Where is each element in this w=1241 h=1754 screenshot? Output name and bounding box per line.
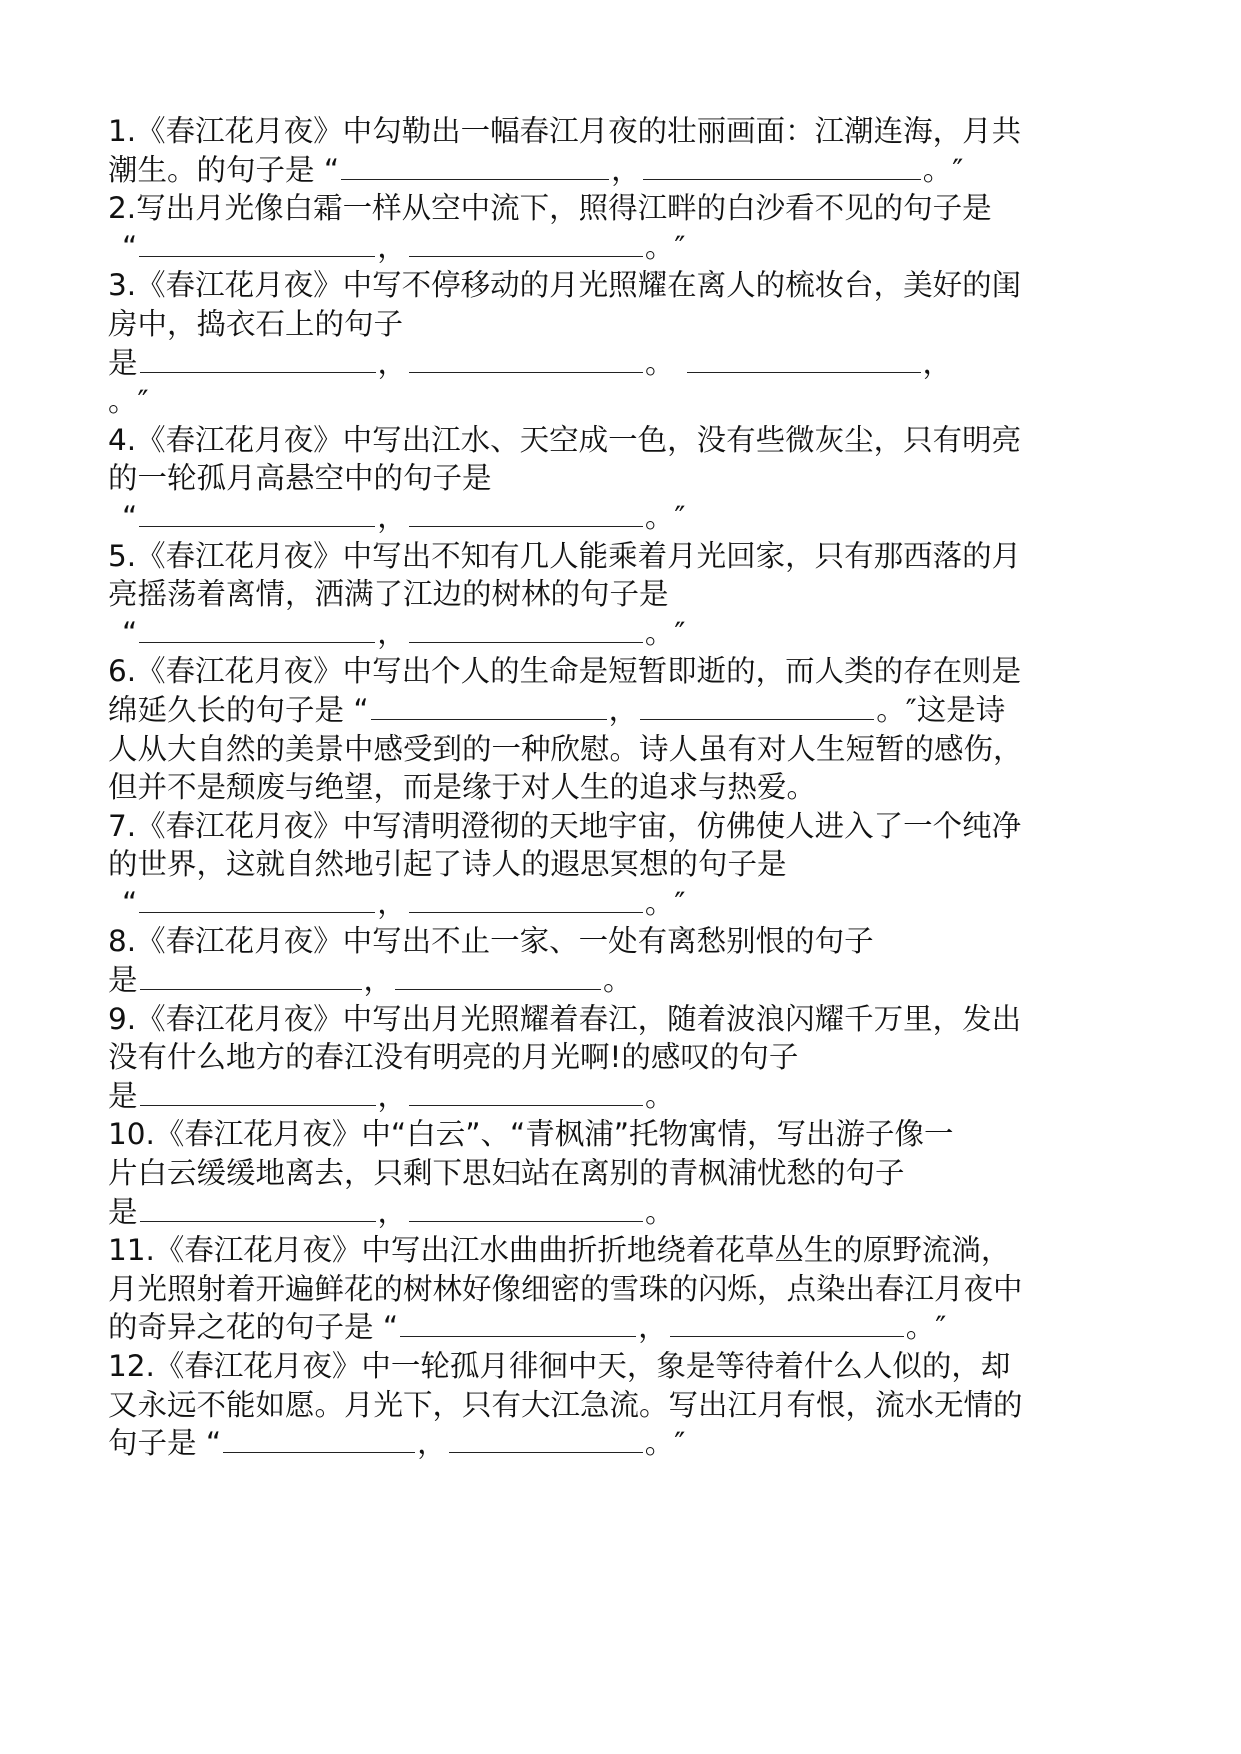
q3-comma-1: ， <box>377 345 408 380</box>
q11-text-2: 月光照射着开遍鲜花的树林好像细密的雪珠的闪烁，点染出春江月夜中 <box>108 1271 1023 1306</box>
q8-comma: ， <box>363 963 394 998</box>
q9-text-3: 是 <box>108 1078 138 1113</box>
q8-period: 。 <box>603 963 633 998</box>
q11-blank-1[interactable] <box>400 1314 636 1337</box>
q3-line3 <box>108 344 1148 383</box>
q1-line1 <box>108 112 1148 151</box>
q4-blank-2[interactable] <box>409 504 643 527</box>
q2-end: 。″ <box>644 229 686 264</box>
q10-text-1: 10.《春江花月夜》中“白云”、“青枫浦”托物寓情，写出游子像一 <box>108 1117 954 1152</box>
q7-blank-2[interactable] <box>409 890 643 913</box>
q8-line2 <box>108 961 1148 1000</box>
q3-comma-2: ， <box>922 345 953 380</box>
q2-open-quote: “ <box>122 229 138 264</box>
document-page <box>108 112 1148 1463</box>
q8-blank-2[interactable] <box>395 967 601 990</box>
q9-period: 。 <box>645 1078 675 1113</box>
q4-line3 <box>108 498 1148 537</box>
q7-text-1: 7.《春江花月夜》中写清明澄彻的天地宇宙，仿佛使人进入了一个纯净 <box>108 808 1022 843</box>
q11-blank-2[interactable] <box>670 1314 904 1337</box>
q1-blank-1[interactable] <box>341 157 609 180</box>
q10-line2 <box>108 1154 1148 1193</box>
q4-text-2: 的一轮孤月高悬空中的句子是 <box>108 461 492 496</box>
q6-comma: ， <box>608 692 639 727</box>
q3-period-1: 。 <box>645 345 675 380</box>
q5-comma: ， <box>377 615 407 650</box>
q9-text-1: 9.《春江花月夜》中写出月光照耀着春江，随着波浪闪耀千万里，发出 <box>108 1001 1022 1036</box>
q12-text-2: 又永远不能如愿。月光下，只有大江急流。写出江月有恨，流水无情的 <box>108 1387 1023 1422</box>
q1-text-2: 潮生。的句子是 “ <box>108 152 340 187</box>
q9-text-2: 没有什么地方的春江没有明亮的月光啊!的感叹的句子 <box>108 1040 799 1075</box>
q11-end: 。″ <box>905 1310 947 1345</box>
q12-blank-1[interactable] <box>223 1430 415 1453</box>
q12-text-3: 句子是 “ <box>108 1426 222 1461</box>
q3-blank-1[interactable] <box>140 350 376 373</box>
q11-line2 <box>108 1270 1148 1309</box>
q1-text-1: 1.《春江花月夜》中勾勒出一幅春江月夜的壮丽画面：江潮连海，月共 <box>108 114 1022 148</box>
q6-line3 <box>108 730 1148 769</box>
q4-blank-1[interactable] <box>139 504 375 527</box>
q11-line1 <box>108 1231 1148 1270</box>
q11-comma: ， <box>638 1310 668 1345</box>
q5-open-quote: “ <box>122 615 138 650</box>
q10-text-3: 是 <box>108 1194 138 1229</box>
q3-line2 <box>108 305 1148 344</box>
q9-blank-1[interactable] <box>140 1083 376 1106</box>
q5-text-2: 亮摇荡着离情，洒满了江边的树林的句子是 <box>108 577 669 612</box>
q5-line3 <box>108 614 1148 653</box>
q6-blank-2[interactable] <box>640 697 874 720</box>
q9-line1 <box>108 1000 1148 1039</box>
q6-blank-1[interactable] <box>371 697 607 720</box>
q7-blank-1[interactable] <box>139 890 375 913</box>
q6-line4 <box>108 768 1148 807</box>
q11-text-3: 的奇异之花的句子是 “ <box>108 1310 399 1345</box>
q11-text-1: 11.《春江花月夜》中写出江水曲曲折折地绕着花草丛生的原野流淌， <box>108 1233 1011 1268</box>
q4-line1 <box>108 421 1148 460</box>
q10-blank-1[interactable] <box>140 1199 376 1222</box>
q7-end: 。″ <box>644 885 686 920</box>
q8-text-2: 是 <box>108 963 138 998</box>
q6-end: 。″这是诗 <box>876 692 1006 727</box>
q7-line1 <box>108 807 1148 846</box>
q8-blank-1[interactable] <box>140 967 362 990</box>
q3-text-1: 3.《春江花月夜》中写不停移动的月光照耀在离人的梳妆台，美好的闺 <box>108 268 1022 303</box>
q2-line2 <box>108 228 1148 267</box>
q4-comma: ， <box>377 499 407 534</box>
q1-comma: ， <box>611 152 641 187</box>
q6-line1 <box>108 652 1148 691</box>
q5-line2 <box>108 575 1148 614</box>
q3-text-2: 房中，捣衣石上的句子 <box>108 306 404 341</box>
q5-end: 。″ <box>644 615 686 650</box>
q12-line3 <box>108 1424 1148 1463</box>
q10-period: 。 <box>645 1194 675 1229</box>
q10-text-2: 片白云缓缓地离去，只剩下思妇站在离别的青枫浦忧愁的句子 <box>108 1156 905 1191</box>
q9-blank-2[interactable] <box>409 1083 643 1106</box>
q5-text-1: 5.《春江花月夜》中写出不知有几人能乘着月光回家，只有那西落的月 <box>108 538 1022 573</box>
q3-end: 。″ <box>108 384 149 419</box>
q1-line2 <box>108 151 1148 190</box>
q3-text-3: 是 <box>108 345 138 380</box>
q10-comma: ， <box>377 1194 408 1229</box>
q1-blank-2[interactable] <box>643 157 921 180</box>
q12-blank-2[interactable] <box>449 1430 643 1453</box>
q8-text-1: 8.《春江花月夜》中写出不止一家、一处有离愁别恨的句子 <box>108 924 874 959</box>
q6-line2 <box>108 691 1148 730</box>
q7-line3 <box>108 884 1148 923</box>
q2-blank-2[interactable] <box>409 234 643 257</box>
q9-line2 <box>108 1038 1148 1077</box>
q7-line2 <box>108 845 1148 884</box>
q12-text-1: 12.《春江花月夜》中一轮孤月徘徊中天，象是等待着什么人似的，却 <box>108 1349 1011 1383</box>
q3-line4 <box>108 382 1148 421</box>
q9-comma: ， <box>377 1078 408 1113</box>
q4-text-1: 4.《春江花月夜》中写出江水、天空成一色，没有些微灰尘，只有明亮 <box>108 422 1022 457</box>
q2-blank-1[interactable] <box>139 234 375 257</box>
q10-line3 <box>108 1193 1148 1232</box>
q1-end: 。″ <box>922 152 964 187</box>
q5-blank-2[interactable] <box>409 620 643 643</box>
q5-line1 <box>108 537 1148 576</box>
q10-blank-2[interactable] <box>409 1199 643 1222</box>
q12-line1 <box>108 1347 1148 1386</box>
q12-end: 。″ <box>644 1426 686 1461</box>
q10-line1 <box>108 1115 1148 1154</box>
q6-text-3: 人从大自然的美景中感受到的一种欣慰。诗人虽有对人生短暂的感伤， <box>108 731 1023 766</box>
q11-line3 <box>108 1308 1148 1347</box>
q5-blank-1[interactable] <box>139 620 375 643</box>
q7-open-quote: “ <box>122 885 138 920</box>
q8-line1 <box>108 922 1148 961</box>
q2-line1 <box>108 189 1148 228</box>
q2-comma: ， <box>377 229 407 264</box>
q4-line2 <box>108 459 1148 498</box>
q6-text-4: 但并不是颓废与绝望，而是缘于对人生的追求与热爱。 <box>108 770 817 805</box>
q9-line3 <box>108 1077 1148 1116</box>
q6-text-2: 绵延久长的句子是 “ <box>108 692 369 727</box>
q3-line1 <box>108 266 1148 305</box>
q3-blank-2[interactable] <box>409 350 643 373</box>
q4-end: 。″ <box>644 499 686 534</box>
q12-comma: ， <box>417 1426 447 1461</box>
q7-text-2: 的世界，这就自然地引起了诗人的遐思冥想的句子是 <box>108 847 787 882</box>
q12-line2 <box>108 1386 1148 1425</box>
q7-comma: ， <box>377 885 407 920</box>
q4-open-quote: “ <box>122 499 138 534</box>
q6-text-1: 6.《春江花月夜》中写出个人的生命是短暂即逝的，而人类的存在则是 <box>108 654 1022 689</box>
q3-blank-3[interactable] <box>687 350 921 373</box>
q2-text-1: 2.写出月光像白霜一样从空中流下，照得江畔的白沙看不见的句子是 <box>108 191 992 226</box>
